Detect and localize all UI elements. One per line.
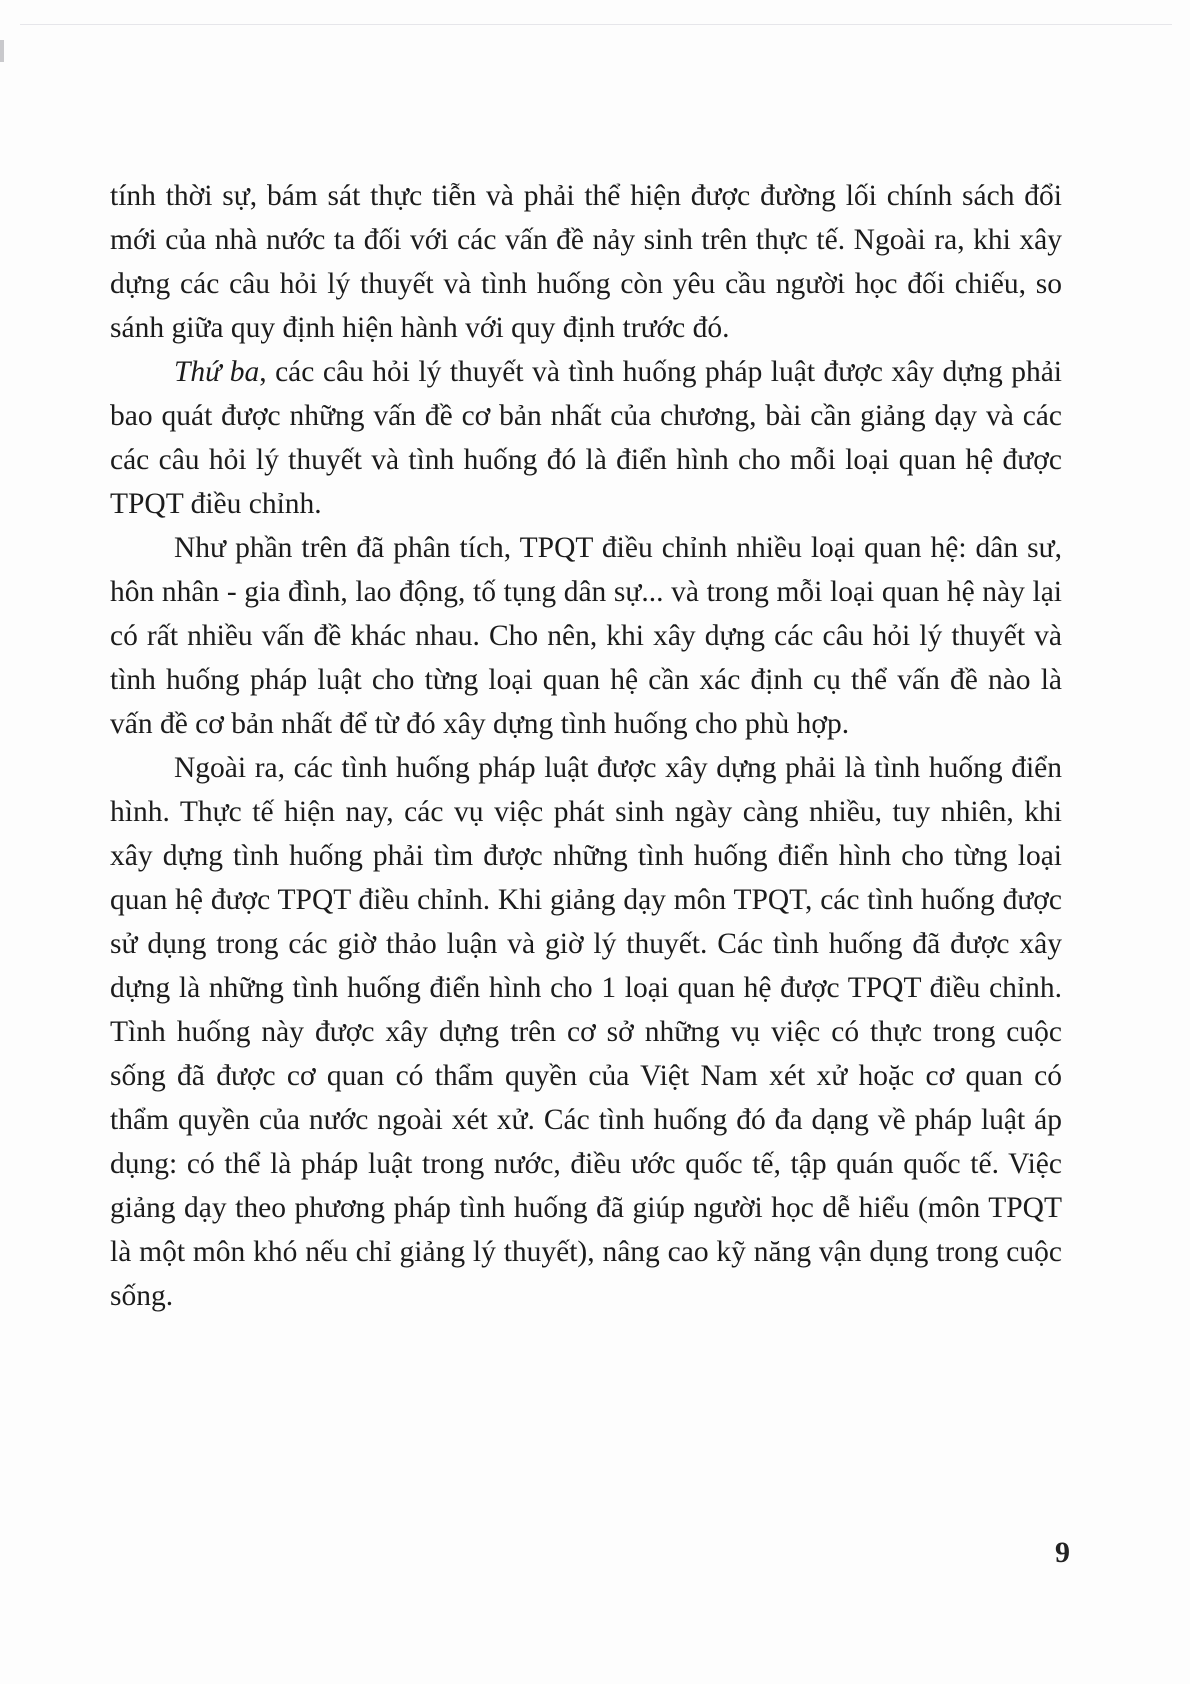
paragraph-2: [110, 350, 1062, 526]
paragraph-3-text: Như phần trên đã phân tích, TPQT điều chỉnh nhiều loại quan hệ: dân sư, hôn nhân - gia đình, lao động, tố tụng dân sự... và trong mỗi loại quan hệ này lại có rất nhiều vấn đề khác nhau. Cho nên, khi xây dựng các câu hỏi lý thuyết và tình huống pháp luật cho từng loại quan hệ cần xác định cụ thể vấn đề nào là vấn đề cơ bản nhất để từ đó xây dựng tình huống cho phù hợp.: [110, 532, 1062, 740]
paragraph-4: [110, 746, 1062, 1318]
paragraph-1-text: tính thời sự, bám sát thực tiễn và phải thể hiện được đường lối chính sách đổi mới của nhà nước ta đối với các vấn đề nảy sinh trên thực tế. Ngoài ra, khi xây dựng các câu hỏi lý thuyết và tình huống còn yêu cầu người học đối chiếu, so sánh giữa quy định hiện hành với quy định trước đó.: [110, 180, 1062, 344]
page-left-edge-shadow: [0, 40, 4, 62]
paragraph-4-text: Ngoài ra, các tình huống pháp luật được xây dựng phải là tình huống điển hình. Thực tế hiện nay, các vụ việc phát sinh ngày càng nhiều, tuy nhiên, khi xây dựng tình huống phải tìm được những tình huống điển hình cho từng loại quan hệ được TPQT điều chỉnh. Khi giảng dạy môn TPQT, các tình huống được sử dụng trong các giờ thảo luận và giờ lý thuyết. Các tình huống đã được xây dựng là những tình huống điển hình cho 1 loại quan hệ được TPQT điều chỉnh. Tình huống này được xây dựng trên cơ sở những vụ việc có thực trong cuộc sống đã được cơ quan có thẩm quyền của Việt Nam xét xử hoặc cơ quan có thẩm quyền của nước ngoài xét xử. Các tình huống đó đa dạng về pháp luật áp dụng: có thể là pháp luật trong nước, điều ước quốc tế, tập quán quốc tế. Việc giảng dạy theo phương pháp tình huống đã giúp người học dễ hiểu (môn TPQT là một môn khó nếu chỉ giảng lý thuyết), nâng cao kỹ năng vận dụng trong cuộc sống.: [110, 752, 1062, 1312]
paragraph-2-text: , các câu hỏi lý thuyết và tình huống pháp luật được xây dựng phải bao quát được những vấn đề cơ bản nhất của chương, bài cần giảng dạy và các các câu hỏi lý thuyết và tình huống đó là điển hình cho mỗi loại quan hệ được TPQT điều chỉnh.: [110, 356, 1063, 520]
body-text: [110, 174, 1062, 1318]
paragraph-2-lead: Thứ ba: [174, 356, 260, 388]
paragraph-1: [110, 174, 1062, 350]
page-number: 9: [1055, 1536, 1070, 1569]
paragraph-3: [110, 526, 1062, 746]
page-top-edge: [20, 24, 1172, 25]
